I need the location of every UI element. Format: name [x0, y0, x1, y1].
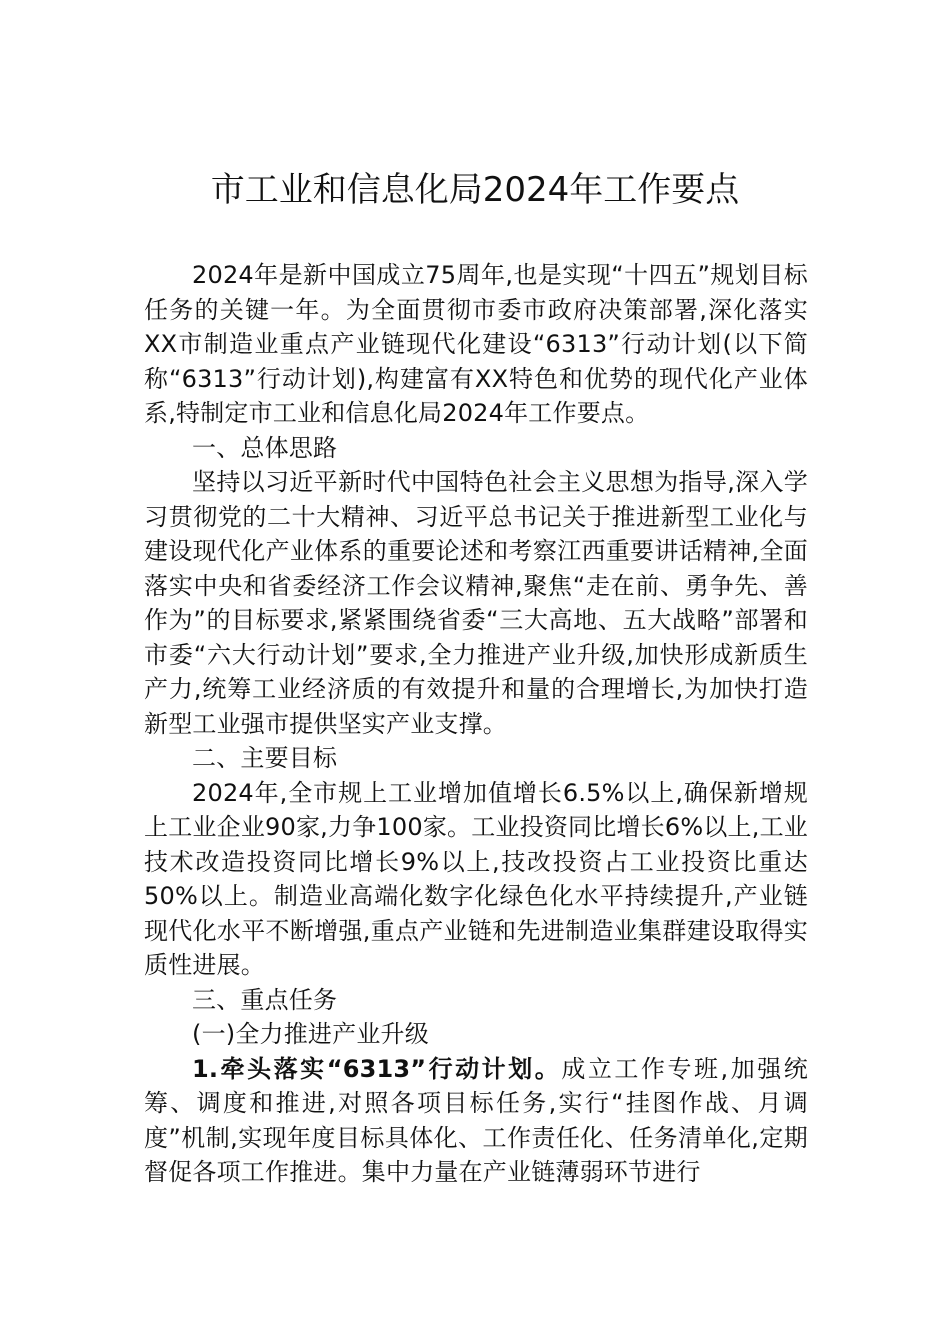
document-title: 市工业和信息化局2024年工作要点	[210, 170, 740, 210]
intro-paragraph: 2024年是新中国成立75周年,也是实现“十四五”规划目标任务的关键一年。为全面贯彻市委市政府决策部署,深化落实XX市制造业重点产业链现代化建设“6313”行动计划(以下简称“6313”行动计划),构建富有XX特色和优势的现代化产业体系,特制定市工业和信息化局2024年工作要点。	[144, 261, 808, 427]
task-item-1-text: 成立工作专班,加强统筹、调度和推进,对照各项目标任务,实行“挂图作战、月调度”机制,实现年度目标具体化、工作责任化、任务清单化,定期督促各项工作推进。集中力量在产业链薄弱环节进行	[144, 1054, 808, 1186]
section-heading-key-tasks: 三、重点任务	[192, 985, 338, 1014]
task-item-1	[144, 1052, 808, 1190]
subsection-heading-industry-upgrade: (一)全力推进产业升级	[192, 1020, 429, 1048]
section-heading-main-goals: 二、主要目标	[192, 744, 338, 772]
task-item-1-title: 1.牵头落实“6313”行动计划。	[192, 1054, 562, 1083]
overall-approach-paragraph: 坚持以习近平新时代中国特色社会主义思想为指导,深入学习贯彻党的二十大精神、习近平总书记关于推进新型工业化与建设现代化产业体系的重要论述和考察江西重要讲话精神,全面落实中央和省委经济工作会议精神,聚焦“走在前、勇争先、善作为”的目标要求,紧紧围绕省委“三大高地、五大战略”部署和市委“六大行动计划”要求,全力推进产业升级,加快形成新质生产力,统筹工业经济质的有效提升和量的合理增长,为加快打造新型工业强市提供坚实产业支撑。	[144, 468, 808, 738]
main-goals-paragraph: 2024年,全市规上工业增加值增长6.5%以上,确保新增规上工业企业90家,力争100家。工业投资同比增长6%以上,工业技术改造投资同比增长9%以上,技改投资占工业投资比重达50%以上。制造业高端化数字化绿色化水平持续提升,产业链现代化水平不断增强,重点产业链和先进制造业集群建设取得实质性进展。	[144, 778, 808, 979]
document-body	[144, 258, 808, 1190]
section-heading-overall-approach: 一、总体思路	[192, 433, 338, 462]
